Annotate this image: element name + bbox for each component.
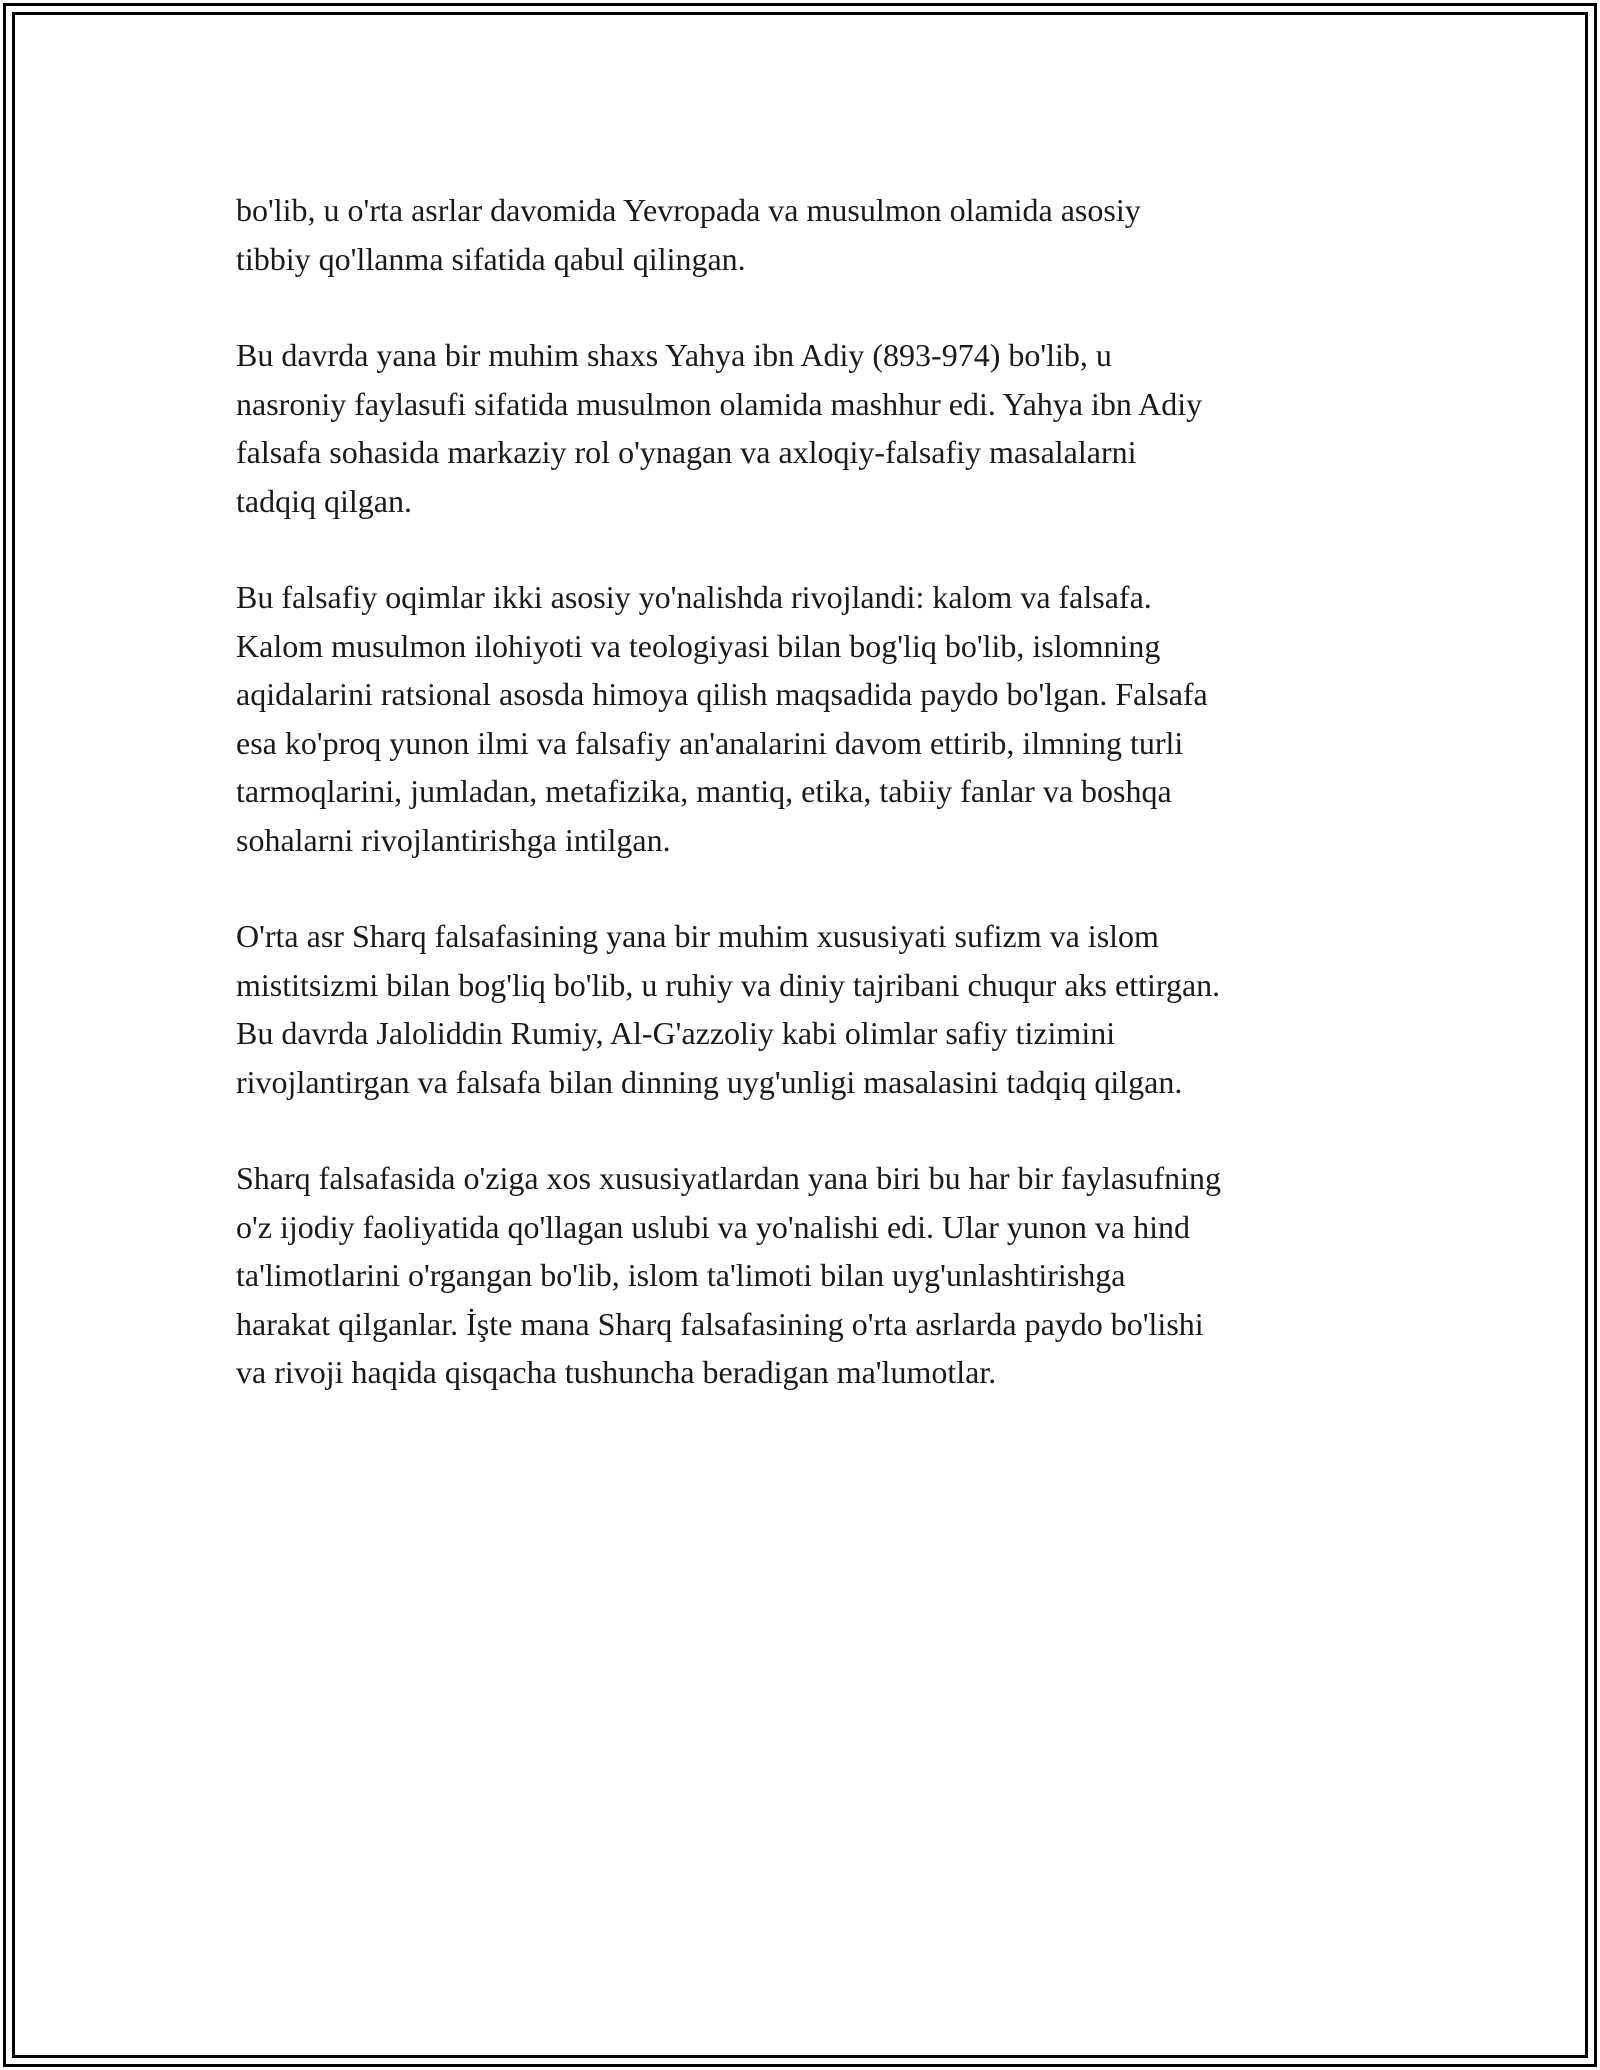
document-body: [236, 186, 1376, 1445]
paragraph-5: Sharq falsafasida o'ziga xos xususiyatlardan yana biri bu har bir faylasufning o'z ijodiy faoliyatida qo'llagan uslubi va yo'nalishi edi. Ular yunon va hind ta'limotlarini o'rgangan bo'lib, islom ta'limoti bilan uyg'unlashtirishga harakat qilganlar. İşte mana Sharq falsafasining o'rta asrlarda paydo bo'lishi va rivoji haqida qisqacha tushuncha beradigan ma'lumotlar.: [236, 1160, 1222, 1390]
paragraph-2: Bu davrda yana bir muhim shaxs Yahya ibn Adiy (893-974) bo'lib, u nasroniy faylasufi sifatida musulmon olamida mashhur edi. Yahya ibn Adiy falsafa sohasida markaziy rol o'ynagan va axloqiy-falsafiy masalalarni tadqiq qilgan.: [236, 337, 1203, 519]
paragraph-1: bo'lib, u o'rta asrlar davomida Yevropada va musulmon olamida asosiy tibbiy qo'llanma sifatida qabul qilingan.: [236, 192, 1141, 277]
paragraph-3: Bu falsafiy oqimlar ikki asosiy yo'nalishda rivojlandi: kalom va falsafa. Kalom musulmon ilohiyoti va teologiyasi bilan bog'liq bo'lib, islomning aqidalarini ratsional asosda himoya qilish maqsadida paydo bo'lgan. Falsafa esa ko'proq yunon ilmi va falsafiy an'analarini davom ettirib, ilmning turli tarmoqlarini, jumladan, metafizika, mantiq, etika, tabiiy fanlar va boshqa sohalarni rivojlantirishga intilgan.: [236, 579, 1208, 858]
paragraph-4: O'rta asr Sharq falsafasining yana bir muhim xususiyati sufizm va islom mistitsizmi bilan bog'liq bo'lib, u ruhiy va diniy tajribani chuqur aks ettirgan. Bu davrda Jaloliddin Rumiy, Al-G'azzoliy kabi olimlar safiy tizimini rivojlantirgan va falsafa bilan dinning uyg'unligi masalasini tadqiq qilgan.: [236, 918, 1221, 1100]
